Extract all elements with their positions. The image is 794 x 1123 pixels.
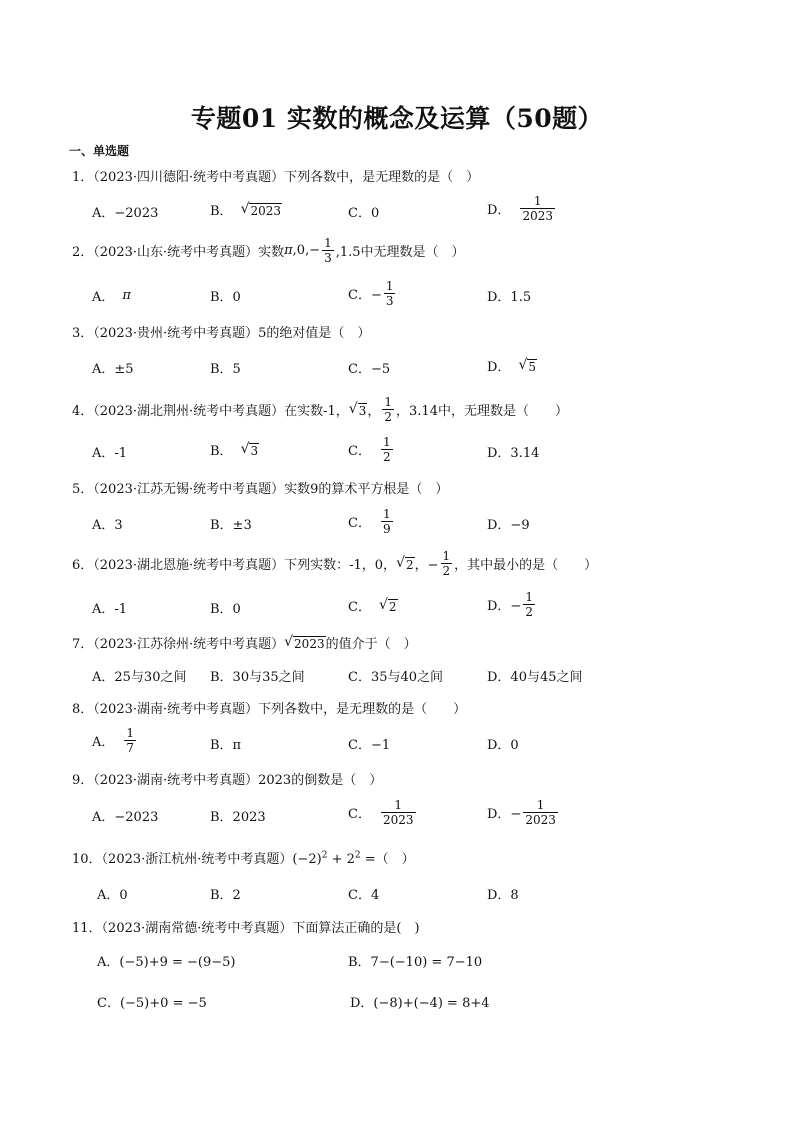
q8-option-c: C．−1 (348, 738, 391, 753)
stem-text: 10．（2023·浙江杭州·统考中考真题）(−2) (72, 852, 322, 867)
stem-text: 2．（2023·山东·统考中考真题）实数 (72, 245, 285, 260)
q7-option-c: C．35与40之间 (348, 670, 444, 685)
stem-text: =（ ） (360, 852, 415, 867)
denominator: 2023 (522, 209, 553, 223)
denominator: 2023 (382, 813, 414, 827)
question-9-stem: 9．（2023·湖南·统考中考真题）2023的倒数是（ ） (72, 773, 383, 788)
stem-text: ，− (414, 558, 439, 573)
q11-option-a: A．(−5)+9 = −(9−5) (97, 955, 236, 970)
q3-option-c: C．−5 (348, 362, 391, 377)
fraction (520, 194, 555, 223)
q10-option-b: B．2 (210, 888, 241, 903)
numerator: 1 (536, 798, 545, 812)
numerator: 1 (382, 435, 391, 449)
q2-option-b: B．0 (210, 290, 241, 305)
q10-option-c: C．4 (348, 888, 380, 903)
q6-option-b: B．0 (210, 602, 241, 617)
radicand: 2 (388, 599, 397, 614)
section-heading: 一、单选题 (69, 144, 130, 158)
denominator: 3 (324, 251, 332, 265)
stem-text: ,1.5中无理数是（ ） (335, 245, 465, 260)
q4-option-c (348, 435, 395, 464)
radicand: 3 (358, 403, 367, 418)
question-11-stem: 11．（2023·湖南常德·统考中考真题）下面算法正确的是( ) (72, 921, 420, 936)
q2-option-c (348, 279, 397, 308)
q1-option-d (487, 194, 557, 223)
stem-text: ,0,− (292, 243, 321, 258)
numerator: 1 (442, 549, 451, 563)
q9-option-b: B．2023 (210, 810, 266, 825)
stem-text: 的值介于（ ） (325, 637, 417, 652)
q8-option-d: D．0 (487, 738, 519, 753)
q3-option-d (487, 356, 537, 375)
option-label: D．− (487, 807, 522, 822)
sqrt-symbol: √ 3 (240, 440, 259, 458)
fraction (523, 798, 558, 827)
q3-option-a: A．±5 (92, 362, 134, 377)
denominator: 2 (384, 410, 393, 424)
numerator: 1 (533, 194, 542, 208)
stem-text: 6．（2023·湖北恩施·统考中考真题）下列实数：-1，0， (72, 558, 397, 573)
numerator: 1 (382, 507, 391, 521)
q6-option-c (348, 596, 398, 615)
q5-option-a: A．3 (92, 518, 123, 533)
q8-option-a (92, 726, 138, 755)
question-10-stem (72, 848, 415, 867)
option-label: C． (348, 444, 371, 459)
stem-text: 7．（2023·江苏徐州·统考中考真题） (72, 637, 285, 652)
stem-text: + 2 (327, 852, 355, 867)
radicand: 2 (405, 557, 414, 572)
q8-option-b: B．π (210, 738, 242, 753)
sqrt-symbol: √ 2 (396, 554, 414, 572)
q10-option-d: D．8 (487, 888, 519, 903)
option-label: D．− (487, 599, 522, 614)
radicand: 5 (528, 359, 536, 374)
sqrt-symbol: √ 3 (348, 400, 367, 418)
question-8-stem: 8．（2023·湖南·统考中考真题）下列各数中，是无理数的是（ ） (72, 702, 467, 717)
q6-option-a: A．-1 (92, 602, 128, 617)
q9-option-a: A．−2023 (92, 810, 159, 825)
stem-text: ， (367, 404, 381, 419)
denominator: 2023 (525, 813, 556, 827)
fraction (381, 435, 393, 464)
q2-option-d: D．1.5 (487, 290, 532, 305)
pi-symbol: π (122, 288, 131, 303)
fraction (384, 279, 396, 308)
question-6-stem (72, 549, 597, 578)
denominator: 2 (442, 564, 451, 578)
option-label: A． (92, 290, 115, 305)
q5-option-d: D．−9 (487, 518, 530, 533)
q5-option-b: B．±3 (210, 518, 252, 533)
denominator: 3 (385, 294, 394, 308)
fraction (381, 507, 393, 536)
pi-symbol: π (284, 243, 293, 258)
radicand: 2023 (294, 636, 325, 651)
exponent: 2 (321, 850, 328, 861)
fraction (382, 395, 394, 424)
sqrt-symbol: √ 2 (378, 596, 397, 614)
option-label: D． (487, 360, 511, 375)
sqrt-symbol: √ 5 (518, 356, 536, 374)
numerator: 1 (394, 798, 403, 812)
numerator: 1 (384, 395, 393, 409)
sqrt-symbol: √ 2023 (240, 200, 282, 218)
stem-text: 4．（2023·湖北荆州·统考中考真题）在实数-1， (72, 404, 349, 419)
page-title: 专题01 实数的概念及运算（50题） (190, 104, 604, 133)
fraction (381, 798, 416, 827)
option-label: B． (210, 444, 233, 459)
q4-option-b (210, 440, 259, 459)
fraction (441, 549, 453, 578)
q5-option-c (348, 507, 395, 536)
q1-option-a: A．−2023 (92, 206, 159, 221)
q1-option-d-label: D． (487, 203, 511, 218)
question-1-stem: 1．（2023·四川德阳·统考中考真题）下列各数中，是无理数的是（ ） (72, 170, 480, 185)
q10-option-a: A．0 (97, 888, 128, 903)
q4-option-d: D．3.14 (487, 446, 540, 461)
question-2-stem (72, 236, 465, 265)
numerator: 1 (324, 236, 332, 250)
numerator: 1 (126, 726, 135, 740)
q1-option-c: C．0 (348, 206, 380, 221)
fraction (322, 236, 334, 265)
q9-option-c (348, 798, 418, 827)
q11-option-d: D．(−8)+(−4) = 8+4 (350, 996, 490, 1011)
q11-option-c: C．(−5)+0 = −5 (97, 996, 207, 1011)
sqrt-symbol: √ 2023 (284, 633, 325, 651)
q4-option-a: A．-1 (92, 446, 128, 461)
denominator: 2 (525, 605, 533, 619)
radicand: 3 (250, 443, 259, 458)
question-3-stem: 3．（2023·贵州·统考中考真题）5的绝对值是（ ） (72, 326, 371, 341)
question-4-stem (72, 395, 568, 424)
stem-text: ，其中最小的是（ ） (454, 558, 598, 573)
option-label: C．− (348, 288, 382, 303)
option-label: C． (348, 807, 371, 822)
numerator: 1 (525, 590, 533, 604)
exponent: 2 (354, 850, 361, 861)
q1-b-radicand: 2023 (250, 203, 282, 218)
q1-option-b-label: B． (210, 204, 233, 219)
option-label: A． (92, 735, 115, 750)
option-label: C． (348, 516, 371, 531)
q7-option-b: B．30与35之间 (210, 670, 305, 685)
q11-option-b: B．7−(−10) = 7−10 (348, 955, 483, 970)
question-7-stem (72, 633, 417, 652)
q9-option-d (487, 798, 560, 827)
q7-option-a: A．25与30之间 (92, 670, 187, 685)
q6-option-d (487, 590, 537, 619)
q3-option-b: B．5 (210, 362, 241, 377)
option-label: C． (348, 600, 371, 615)
denominator: 7 (126, 741, 135, 755)
denominator: 9 (382, 522, 391, 536)
fraction (523, 590, 535, 619)
denominator: 2 (382, 450, 391, 464)
stem-text: ，3.14中，无理数是（ ） (396, 404, 568, 419)
q2-option-a (92, 286, 131, 305)
fraction (124, 726, 136, 755)
numerator: 1 (385, 279, 394, 293)
q1-option-b (210, 200, 282, 219)
q7-option-d: D．40与45之间 (487, 670, 583, 685)
question-5-stem: 5．（2023·江苏无锡·统考中考真题）实数9的算术平方根是（ ） (72, 482, 449, 497)
